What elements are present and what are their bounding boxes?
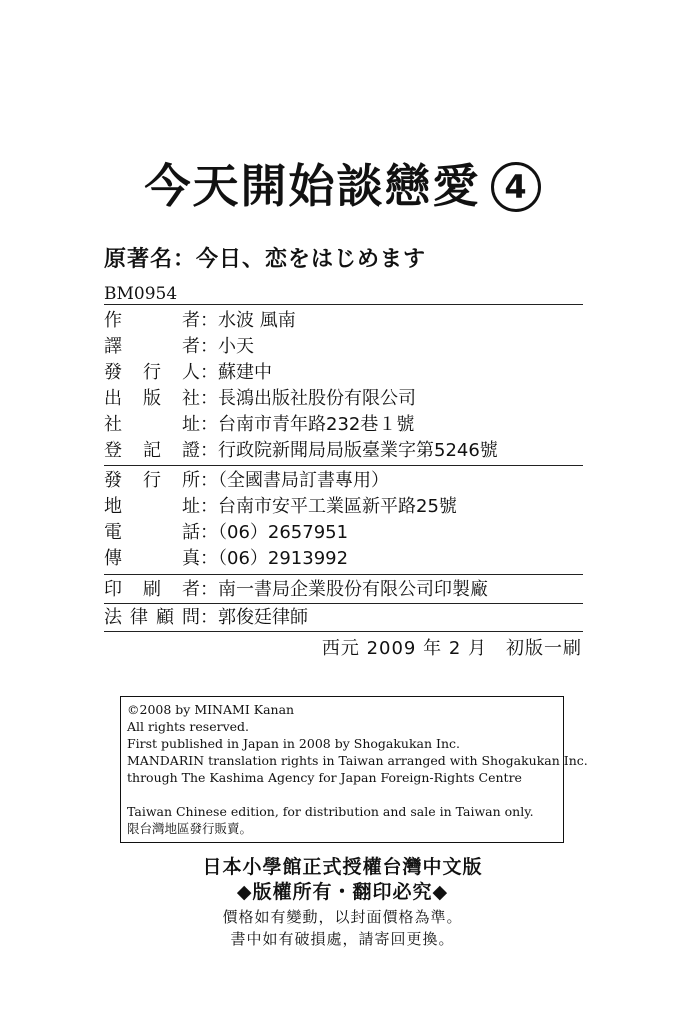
credit-label: 出版社 — [104, 388, 200, 409]
book-title — [0, 150, 685, 216]
credit-author: 作者：水波 風南 — [104, 310, 296, 331]
credit-value: 小天 — [218, 336, 254, 357]
divider — [104, 631, 583, 632]
credit-label: 法律顧問 — [104, 607, 200, 628]
credit-value: 郭俊廷律師 — [218, 607, 308, 628]
credit-value: （全國書局訂書專用） — [218, 470, 389, 491]
credit-label: 傳真 — [104, 548, 200, 569]
credit-label: 發行所 — [104, 470, 200, 491]
divider — [104, 603, 583, 604]
credit-distributor-address: 地址：台南市安平工業區新平路25號 — [104, 496, 457, 517]
divider — [104, 304, 583, 305]
original-title: 原著名：今日、恋をはじめます — [104, 247, 427, 272]
copyright-box — [120, 696, 588, 843]
credit-label: 電話 — [104, 522, 200, 543]
credit-label: 登記證 — [104, 440, 200, 461]
credit-label: 社址 — [104, 414, 200, 435]
credit-label: 發行人 — [104, 362, 200, 383]
damage-note: 書中如有破損處，請寄回更換。 — [230, 930, 455, 948]
credit-label: 作者 — [104, 310, 200, 331]
credit-publisher-address: 社址：台南市青年路232巷１號 — [104, 414, 415, 435]
credit-value: 蘇建中 — [218, 362, 272, 383]
credit-phone: 電話：（06）2657951 — [104, 522, 349, 543]
divider — [104, 465, 583, 466]
credit-fax: 傳真：（06）2913992 — [104, 548, 349, 569]
credit-translator: 譯者：小天 — [104, 336, 254, 357]
credit-value: 台南市安平工業區新平路25號 — [218, 496, 457, 517]
credit-value: 水波 風南 — [218, 310, 296, 331]
credit-distributor: 發行所：（全國書局訂書專用） — [104, 470, 389, 491]
credit-value: （06）2913992 — [218, 548, 349, 569]
copyright-line: through The Kashima Agency for Japan Foreign-Rights Centre — [127, 770, 522, 785]
edition-date: 西元 2009 年 2 月 初版一刷 — [321, 638, 582, 659]
copyright-line: First published in Japan in 2008 by Shogakukan Inc. — [127, 736, 460, 751]
copyright-line: 限台灣地區發行販賣。 — [127, 821, 253, 836]
credit-label: 譯者 — [104, 336, 200, 357]
divider — [104, 574, 583, 575]
book-code: BM0954 — [104, 284, 178, 304]
copyright-line: All rights reserved. — [127, 719, 250, 734]
credit-publisher-person: 發行人：蘇建中 — [104, 362, 272, 383]
price-note: 價格如有變動，以封面價格為準。 — [222, 908, 463, 926]
credit-license: 登記證：行政院新聞局局版臺業字第5246號 — [104, 440, 498, 461]
copyright-line: ©2008 by MINAMI Kanan — [127, 702, 295, 717]
credit-printer: 印刷者：南一書局企業股份有限公司印製廠 — [104, 579, 488, 600]
credit-value: 行政院新聞局局版臺業字第5246號 — [218, 440, 498, 461]
copyright-line: Taiwan Chinese edition, for distribution and sale in Taiwan only. — [127, 804, 534, 819]
authorization-statement: 日本小學館正式授權台灣中文版 — [202, 856, 483, 878]
book-title-text: 今天開始談戀愛 — [144, 159, 481, 213]
credit-legal-counsel: 法律顧問：郭俊廷律師 — [104, 607, 308, 628]
volume-number-badge: 4 — [491, 162, 541, 212]
credit-value: （06）2657951 — [218, 522, 349, 543]
credit-value: 長鴻出版社股份有限公司 — [218, 388, 416, 409]
credit-value: 南一書局企業股份有限公司印製廠 — [218, 579, 488, 600]
credit-label: 地址 — [104, 496, 200, 517]
copyright-line-blank — [127, 786, 557, 803]
credit-publisher: 出版社：長鴻出版社股份有限公司 — [104, 388, 416, 409]
credit-label: 印刷者 — [104, 579, 200, 600]
rights-reserved: ◆版權所有・翻印必究◆ — [236, 881, 449, 903]
copyright-line: MANDARIN translation rights in Taiwan arranged with Shogakukan Inc. — [127, 753, 588, 768]
credit-value: 台南市青年路232巷１號 — [218, 414, 415, 435]
